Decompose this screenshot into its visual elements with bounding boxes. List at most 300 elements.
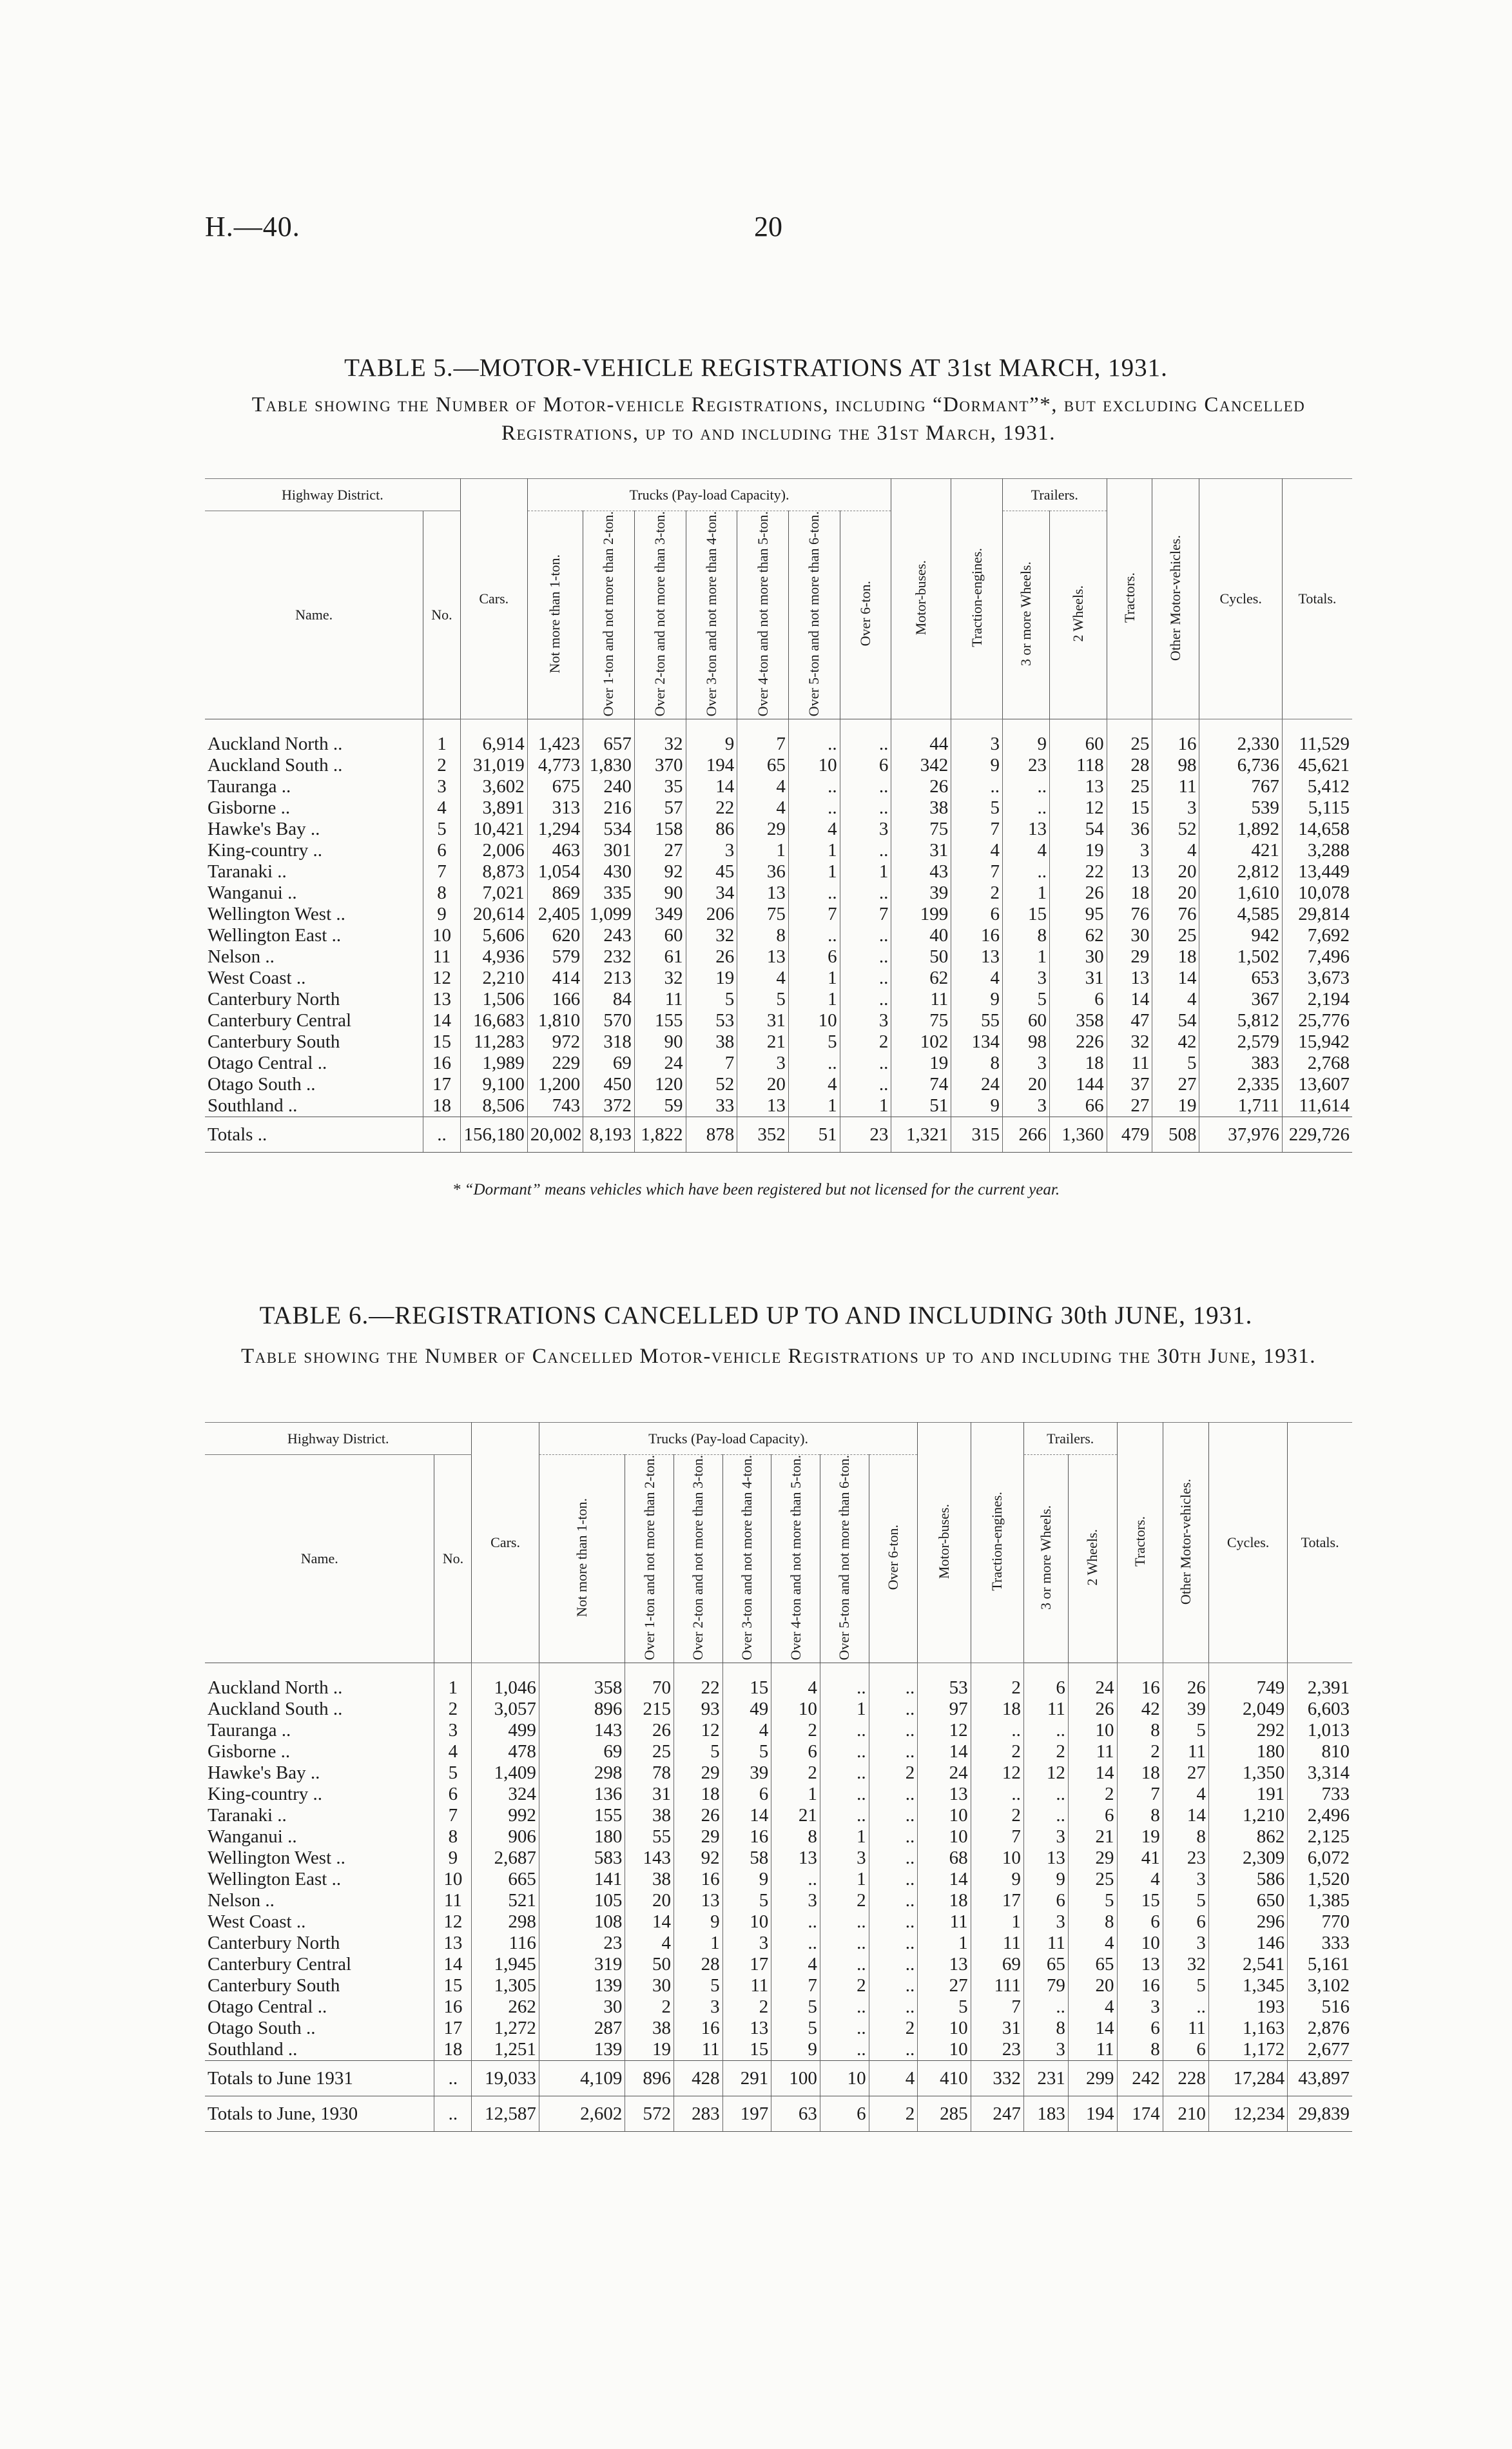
- table-row: [205, 1053, 1352, 1074]
- cell-value: 2: [1068, 1784, 1117, 1805]
- cell-value: 6,914: [460, 734, 527, 755]
- table-row: [205, 1677, 1352, 1699]
- cell-value: 3: [1117, 1996, 1163, 2018]
- cell-value: 9: [1023, 1869, 1068, 1890]
- cell-value: 3: [1023, 2039, 1068, 2061]
- cell-value: 1,502: [1199, 946, 1282, 968]
- cell-value: 770: [1288, 1911, 1352, 1933]
- cell-value: 7: [771, 1975, 820, 1996]
- cell-value: 8,193: [583, 1117, 635, 1153]
- cell-value: 2,687: [472, 1848, 539, 1869]
- cell-value: 6: [840, 755, 891, 776]
- cell-value: 215: [625, 1699, 674, 1720]
- cell-value: 2,876: [1288, 2018, 1352, 2039]
- cell-value: 1,013: [1288, 1720, 1352, 1741]
- cell-value: 139: [539, 1975, 625, 1996]
- cell-value: 299: [1068, 2061, 1117, 2096]
- cell-value: 11: [971, 1933, 1023, 1954]
- cell-value: 98: [1002, 1031, 1049, 1053]
- cell-value: 20: [1002, 1074, 1049, 1095]
- cell-value: 10: [918, 2018, 971, 2039]
- truck-col-header: Over 4-ton and not more than 5-ton.: [771, 1455, 820, 1663]
- cell-value: 5: [722, 1890, 771, 1911]
- cell-value: 4: [771, 1677, 820, 1699]
- district-name: Canterbury Central: [208, 1010, 352, 1031]
- cell-value: 30: [625, 1975, 674, 1996]
- district-name: King-country ..: [208, 1784, 322, 1805]
- table-row: [205, 1911, 1352, 1933]
- cell-value: 675: [527, 776, 583, 797]
- cell-value: ..: [820, 1784, 869, 1805]
- cell-value: 30: [539, 1996, 625, 2018]
- district-number: 16: [434, 1996, 472, 2018]
- cell-value: 40: [891, 925, 951, 946]
- table6-title: TABLE 6.—REGISTRATIONS CANCELLED UP TO AND INCLUDING 30th JUNE, 1931.: [259, 1302, 1253, 1329]
- cell-value: ..: [820, 1954, 869, 1975]
- district-name: Canterbury South: [208, 1031, 340, 1053]
- cell-value: 1,046: [472, 1677, 539, 1699]
- cell-value: ..: [820, 1762, 869, 1784]
- cell-value: 7,692: [1282, 925, 1352, 946]
- cell-value: 60: [1050, 734, 1107, 755]
- cell-value: 579: [527, 946, 583, 968]
- cell-value: 428: [674, 2061, 723, 2096]
- cell-value: 9: [951, 1095, 1003, 1117]
- cell-value: 174: [1117, 2096, 1163, 2132]
- truck-col-header: Over 5-ton and not more than 6-ton.: [788, 511, 840, 719]
- district-number: 1: [423, 734, 461, 755]
- cell-value: 657: [583, 734, 635, 755]
- cell-value: 20,614: [460, 904, 527, 925]
- district-name: Canterbury North: [208, 989, 340, 1010]
- district-name: Wellington East ..: [208, 925, 342, 946]
- cell-value: 44: [891, 734, 951, 755]
- cell-value: 539: [1199, 797, 1282, 819]
- cell-value: 287: [539, 2018, 625, 2039]
- cell-value: 108: [539, 1911, 625, 1933]
- district-name: Totals to June, 1930: [205, 2096, 434, 2132]
- cell-value: 30: [1050, 946, 1107, 968]
- table-row: [205, 1933, 1352, 1954]
- cell-value: 3: [820, 1848, 869, 1869]
- cell-value: 144: [1050, 1074, 1107, 1095]
- cell-value: 10: [918, 1826, 971, 1848]
- cell-value: 3: [674, 1996, 723, 2018]
- cell-value: ..: [869, 1996, 918, 2018]
- district-number: 15: [423, 1031, 461, 1053]
- cell-value: ..: [840, 776, 891, 797]
- cell-value: 19: [625, 2039, 674, 2061]
- cell-value: 7: [788, 904, 840, 925]
- cell-value: 1: [820, 1869, 869, 1890]
- cell-value: 8: [771, 1826, 820, 1848]
- cell-value: 5: [737, 989, 789, 1010]
- cell-value: 13: [674, 1890, 723, 1911]
- truck-col-header: Not more than 1-ton.: [539, 1455, 625, 1663]
- cell-value: 24: [918, 1762, 971, 1784]
- cell-value: 6,072: [1288, 1848, 1352, 1869]
- cell-value: 62: [891, 968, 951, 989]
- trailer-col-header: 2 Wheels.: [1068, 1455, 1117, 1663]
- cell-value: 1,822: [634, 1117, 686, 1153]
- table-row: [205, 734, 1352, 755]
- cell-value: 76: [1152, 904, 1199, 925]
- cell-value: 3: [1023, 1911, 1068, 1933]
- cell-value: 15: [722, 1677, 771, 1699]
- cell-value: 69: [971, 1954, 1023, 1975]
- cell-value: ..: [869, 1933, 918, 1954]
- cell-value: 301: [583, 840, 635, 861]
- cell-value: ..: [771, 1869, 820, 1890]
- cell-value: 383: [1199, 1053, 1282, 1074]
- district-number: 12: [434, 1911, 472, 1933]
- cell-value: 2: [722, 1996, 771, 2018]
- table5-body: [205, 719, 1352, 1153]
- highway-district-header: Highway District.: [205, 479, 460, 511]
- district-name: Gisborne ..: [208, 797, 291, 819]
- cell-value: 38: [891, 797, 951, 819]
- cell-value: 6: [951, 904, 1003, 925]
- cell-value: 5: [674, 1741, 723, 1762]
- cell-value: 14: [1068, 2018, 1117, 2039]
- district-number: 4: [434, 1741, 472, 1762]
- cell-value: 5: [771, 2018, 820, 2039]
- cell-value: 8: [1068, 1911, 1117, 1933]
- cell-value: 11: [722, 1975, 771, 1996]
- cell-value: 75: [891, 819, 951, 840]
- cell-value: 2: [869, 1762, 918, 1784]
- cell-value: 102: [891, 1031, 951, 1053]
- table-row: [205, 1975, 1352, 1996]
- cell-value: 318: [583, 1031, 635, 1053]
- table-row: [205, 925, 1352, 946]
- cell-value: 4: [737, 968, 789, 989]
- cell-value: 143: [539, 1720, 625, 1741]
- totals-header: Totals.: [1282, 479, 1352, 719]
- cell-value: 247: [971, 2096, 1023, 2132]
- district-number: 7: [434, 1805, 472, 1826]
- table5-registrations: [205, 478, 1352, 1153]
- other-vehicles-header: Other Motor-vehicles.: [1152, 479, 1199, 719]
- cell-value: 430: [583, 861, 635, 883]
- cell-value: 6: [820, 2096, 869, 2132]
- district-number: 11: [423, 946, 461, 968]
- cell-value: 313: [527, 797, 583, 819]
- cell-value: 232: [583, 946, 635, 968]
- cell-value: 367: [1199, 989, 1282, 1010]
- motor-buses-header: Motor-buses.: [891, 479, 951, 719]
- cell-value: 23: [539, 1933, 625, 1954]
- cell-value: 4,585: [1199, 904, 1282, 925]
- cell-value: 16: [1117, 1975, 1163, 1996]
- cell-value: 324: [472, 1784, 539, 1805]
- table-row: [205, 1996, 1352, 2018]
- cell-value: 35: [634, 776, 686, 797]
- table-row: [205, 1741, 1352, 1762]
- cell-value: 8: [1002, 925, 1049, 946]
- cell-value: 50: [625, 1954, 674, 1975]
- cell-value: ..: [951, 776, 1003, 797]
- cell-value: 1,163: [1208, 2018, 1287, 2039]
- cell-value: 11: [1152, 776, 1199, 797]
- cell-value: 2: [771, 1720, 820, 1741]
- cell-value: 8: [737, 925, 789, 946]
- district-name: Otago Central ..: [208, 1996, 327, 2018]
- cell-value: 7: [971, 1826, 1023, 1848]
- cell-value: 33: [686, 1095, 737, 1117]
- cell-value: 51: [788, 1117, 840, 1153]
- cell-value: 143: [625, 1848, 674, 1869]
- cell-value: ..: [840, 797, 891, 819]
- cell-value: 11: [1107, 1053, 1152, 1074]
- cell-value: 18: [1107, 883, 1152, 904]
- table-row: [205, 968, 1352, 989]
- cell-value: 27: [1107, 1095, 1152, 1117]
- cell-value: 57: [634, 797, 686, 819]
- cell-value: 16,683: [460, 1010, 527, 1031]
- traction-engines-header: Traction-engines.: [971, 1423, 1023, 1663]
- cell-value: 13: [737, 946, 789, 968]
- cell-value: 12: [918, 1720, 971, 1741]
- cell-value: 36: [1107, 819, 1152, 840]
- table-row: [205, 819, 1352, 840]
- cell-value: 213: [583, 968, 635, 989]
- cell-value: 55: [625, 1826, 674, 1848]
- cell-value: 4: [951, 840, 1003, 861]
- cell-value: 14: [918, 1869, 971, 1890]
- cell-value: 43: [891, 861, 951, 883]
- cell-value: 19: [1152, 1095, 1199, 1117]
- motor-buses-header: Motor-buses.: [918, 1423, 971, 1663]
- cell-value: 136: [539, 1784, 625, 1805]
- cell-value: 10,078: [1282, 883, 1352, 904]
- cell-value: 869: [527, 883, 583, 904]
- table5-title: TABLE 5.—MOTOR-VEHICLE REGISTRATIONS AT 31st MARCH, 1931.: [344, 354, 1168, 382]
- table-row: [205, 1784, 1352, 1805]
- cell-value: 228: [1163, 2061, 1208, 2096]
- cell-value: 266: [1002, 1117, 1049, 1153]
- cell-value: ..: [788, 925, 840, 946]
- cell-value: 31: [891, 840, 951, 861]
- table-row: [205, 840, 1352, 861]
- district-number: 14: [434, 1954, 472, 1975]
- cell-value: 118: [1050, 755, 1107, 776]
- cell-value: 4: [1152, 840, 1199, 861]
- cell-value: ..: [869, 1826, 918, 1848]
- cell-value: 79: [1023, 1975, 1068, 1996]
- cell-value: 2,602: [539, 2096, 625, 2132]
- cell-value: 4: [869, 2061, 918, 2096]
- cell-value: ..: [788, 734, 840, 755]
- cell-value: 53: [918, 1677, 971, 1699]
- cell-value: 26: [891, 776, 951, 797]
- cell-value: 60: [634, 925, 686, 946]
- cell-value: 14: [625, 1911, 674, 1933]
- cell-value: ..: [869, 1911, 918, 1933]
- cell-value: 92: [674, 1848, 723, 1869]
- cell-value: 1: [840, 1095, 891, 1117]
- spacer-row: [205, 719, 1352, 734]
- cell-value: 2: [625, 1996, 674, 2018]
- cell-value: ..: [1002, 861, 1049, 883]
- cell-value: ..: [869, 1784, 918, 1805]
- cell-value: 27: [1152, 1074, 1199, 1095]
- cell-value: 534: [583, 819, 635, 840]
- district-name: Auckland South ..: [208, 755, 343, 776]
- cell-value: 27: [634, 840, 686, 861]
- cell-value: 3: [840, 819, 891, 840]
- cell-value: 16: [674, 1869, 723, 1890]
- table-row: [205, 1720, 1352, 1741]
- truck-col-header: Over 3-ton and not more than 4-ton.: [722, 1455, 771, 1663]
- cell-value: 22: [674, 1677, 723, 1699]
- cell-value: 450: [583, 1074, 635, 1095]
- cell-value: 98: [1152, 755, 1199, 776]
- table-row: [205, 1010, 1352, 1031]
- trucks-group-header: Trucks (Pay-load Capacity).: [527, 479, 891, 511]
- cell-value: 15: [722, 2039, 771, 2061]
- cell-value: 1: [771, 1784, 820, 1805]
- cell-value: 10: [918, 2039, 971, 2061]
- table-row: [205, 989, 1352, 1010]
- cell-value: 1,099: [583, 904, 635, 925]
- cell-value: 32: [686, 925, 737, 946]
- district-name: Otago Central ..: [208, 1053, 327, 1074]
- cell-value: ..: [788, 883, 840, 904]
- district-name: Southland ..: [208, 1095, 298, 1117]
- cell-value: 242: [1117, 2061, 1163, 2096]
- district-number: 12: [423, 968, 461, 989]
- cell-value: 15: [1107, 797, 1152, 819]
- cell-value: ..: [869, 1720, 918, 1741]
- district-number: 1: [434, 1677, 472, 1699]
- cell-value: 9: [951, 989, 1003, 1010]
- table-row: [205, 1869, 1352, 1890]
- cell-value: ..: [788, 776, 840, 797]
- district-name: Auckland North ..: [208, 1677, 343, 1699]
- cell-value: 298: [472, 1911, 539, 1933]
- cell-value: 6: [722, 1784, 771, 1805]
- cell-value: 285: [918, 2096, 971, 2132]
- cell-value: 11: [891, 989, 951, 1010]
- other-vehicles-header: Other Motor-vehicles.: [1163, 1423, 1208, 1663]
- cell-value: 93: [674, 1699, 723, 1720]
- cell-value: 2,579: [1199, 1031, 1282, 1053]
- cell-value: 54: [1152, 1010, 1199, 1031]
- cell-value: 896: [539, 1699, 625, 1720]
- cell-value: 17: [971, 1890, 1023, 1911]
- district-name: Wanganui ..: [208, 883, 297, 904]
- cell-value: 3,102: [1288, 1975, 1352, 1996]
- district-number: 18: [434, 2039, 472, 2061]
- cell-value: 333: [1288, 1933, 1352, 1954]
- cell-value: 105: [539, 1890, 625, 1911]
- cell-value: 16: [951, 925, 1003, 946]
- cell-value: 3,314: [1288, 1762, 1352, 1784]
- cell-value: 2,125: [1288, 1826, 1352, 1848]
- cell-value: 74: [891, 1074, 951, 1095]
- table5-subtitle: Table showing the Number of Motor-vehicle Registrations, including “Dormant”*, but excluding Cancelled Registrations, up to and including the 31st March, 1931.: [251, 393, 1306, 445]
- cell-value: 84: [583, 989, 635, 1010]
- cell-value: 2,309: [1208, 1848, 1287, 1869]
- cell-value: 2,210: [460, 968, 527, 989]
- cell-value: 9: [674, 1911, 723, 1933]
- cell-value: 5,812: [1199, 1010, 1282, 1031]
- cell-value: 3: [1023, 1826, 1068, 1848]
- cell-value: 25: [1107, 734, 1152, 755]
- cell-value: 25,776: [1282, 1010, 1352, 1031]
- district-number: 15: [434, 1975, 472, 1996]
- cell-value: 31,019: [460, 755, 527, 776]
- cell-value: ..: [840, 925, 891, 946]
- cell-value: 1: [737, 840, 789, 861]
- district-name: Hawke's Bay ..: [208, 819, 320, 840]
- cell-value: 3: [1163, 1933, 1208, 1954]
- cell-value: 194: [1068, 2096, 1117, 2132]
- cell-value: 11: [634, 989, 686, 1010]
- cell-value: 14: [686, 776, 737, 797]
- district-name: Nelson ..: [208, 946, 275, 968]
- cell-value: 2: [869, 2096, 918, 2132]
- truck-col-header: Over 6-ton.: [840, 511, 891, 719]
- totals-row: [205, 2061, 1352, 2096]
- cell-value: 76: [1107, 904, 1152, 925]
- district-number: 2: [434, 1699, 472, 1720]
- cell-value: 18: [971, 1699, 1023, 1720]
- cell-value: 12,587: [472, 2096, 539, 2132]
- cell-value: 358: [1050, 1010, 1107, 1031]
- cell-value: 31: [625, 1784, 674, 1805]
- cell-value: ..: [1002, 797, 1049, 819]
- cell-value: 4: [771, 1954, 820, 1975]
- cell-value: 5,115: [1282, 797, 1352, 819]
- page-number: 20: [754, 211, 782, 242]
- cell-value: ..: [771, 1911, 820, 1933]
- truck-col-header: Over 2-ton and not more than 3-ton.: [634, 511, 686, 719]
- cell-value: 139: [539, 2039, 625, 2061]
- cell-value: 1: [788, 840, 840, 861]
- cell-value: ..: [840, 1053, 891, 1074]
- cell-value: 90: [634, 1031, 686, 1053]
- cell-value: 262: [472, 1996, 539, 2018]
- cell-value: 5: [951, 797, 1003, 819]
- cell-value: 5: [722, 1741, 771, 1762]
- cell-value: 12: [971, 1762, 1023, 1784]
- cell-value: 1,506: [460, 989, 527, 1010]
- cell-value: 3: [771, 1890, 820, 1911]
- truck-col-header: Not more than 1-ton.: [527, 511, 583, 719]
- district-number: 18: [423, 1095, 461, 1117]
- truck-col-header: Over 1-ton and not more than 2-ton.: [625, 1455, 674, 1663]
- district-number: 16: [423, 1053, 461, 1074]
- cell-value: 14: [722, 1805, 771, 1826]
- cell-value: 5: [1002, 989, 1049, 1010]
- table-row: [205, 776, 1352, 797]
- cell-value: 10: [1068, 1720, 1117, 1741]
- cell-value: 60: [1002, 1010, 1049, 1031]
- cell-value: 650: [1208, 1890, 1287, 1911]
- cell-value: 12: [674, 1720, 723, 1741]
- cell-value: 12: [1023, 1762, 1068, 1784]
- tractors-header: Tractors.: [1107, 479, 1152, 719]
- cell-value: 5: [771, 1996, 820, 2018]
- cell-value: ..: [1023, 1805, 1068, 1826]
- cell-value: 26: [1050, 883, 1107, 904]
- cell-value: 10: [1117, 1933, 1163, 1954]
- cell-value: 26: [1163, 1677, 1208, 1699]
- cell-value: 50: [891, 946, 951, 968]
- cell-value: 28: [1107, 755, 1152, 776]
